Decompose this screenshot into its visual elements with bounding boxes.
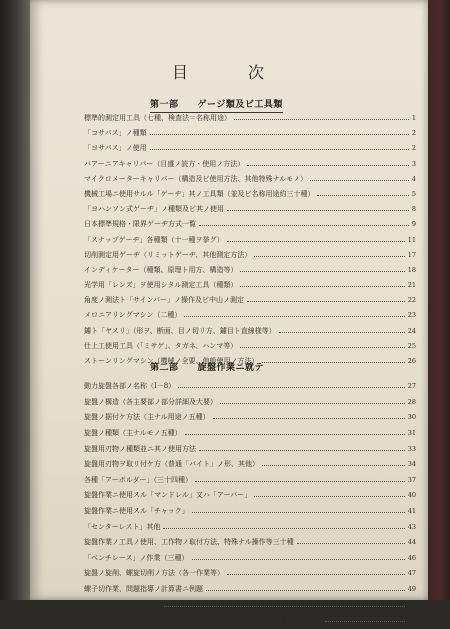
toc-entry: 旋盤作業ニ使用スル「チャック」 41 xyxy=(84,504,416,520)
toc-entry: 「ベンチレース」ノ作業（三種） 46 xyxy=(84,551,416,567)
toc-entry: 「ヨサパス」ノ使用 2 xyxy=(84,141,416,156)
toc-entry: 鑢ト「ヤスリ」（形ヲ、断面、目ノ切リ方、鑢目ト直線様等） 24 xyxy=(84,324,416,339)
toc-entry: ストーンリングマシン（機械ノ全要、他般使用ノ方法） 26 xyxy=(84,354,416,369)
toc-entry: マイクロメーターキャリパー（構造及ビ使用方法、其他特殊ナルモノ） 4 xyxy=(84,172,416,187)
part1-heading-text: 第一部 ゲージ類及ビ工具類 xyxy=(150,100,283,110)
toc-entry: 日本標準規格・限界ゲーヂ方式一覧 9 xyxy=(84,217,416,232)
toc-entry: 「ヨハンソン式ゲーヂ」ノ種類及ビ其ノ使用 8 xyxy=(84,202,416,217)
toc-entry: 機械工場ニ使用サルル「ゲーヂ」其ノ工具類（並及ビ名称用途約三十種） 5 xyxy=(84,187,416,202)
toc-entry: バアーニアキャリパー（目盛ノ読方・使用ノ方法） 3 xyxy=(84,157,416,172)
toc-entry: 各種「アーボルダー」（三十四種） 37 xyxy=(84,473,416,489)
part1-entry-list xyxy=(84,111,416,369)
toc-entry: 光学用「レンズ」ヲ使用シタル測定工具（種類） 21 xyxy=(84,278,416,293)
toc-entry: 「コサパス」ノ種類 2 xyxy=(84,126,416,141)
part2-heading-text: 第二部 旋盤作業ニ就テ xyxy=(150,363,265,373)
part2-entry-list xyxy=(84,348,416,629)
toc-entry: 旋盤作業ニ使用スル「マンドレル」又ハ「アーバー」 40 xyxy=(84,488,416,504)
toc-entry: 旋盤用刃物ノ種類並ニ其ノ使用方法 33 xyxy=(84,442,416,458)
toc-entry: 動力旋盤各部ノ名称（I－8） 27 xyxy=(84,379,416,395)
toc-entry: インディケーター（種類、原理ト用方、構造等） 18 xyxy=(84,263,416,278)
toc-entry: 旋盤用刃物ヲ取リ付ケ方（普通「バイト」ノ形、其他） 34 xyxy=(84,457,416,473)
book-spine-shadow xyxy=(0,0,32,600)
toc-entry: 旋盤ノ据付ケ方法（主ナル用途ノ五種） 30 xyxy=(84,410,416,426)
toc-entry: 仕上工使用工具（「ミサゲ」、タガネ、ハンマ等） 25 xyxy=(84,339,416,354)
toc-entry: 旋盤ノ旋削、螺旋切削ノ方法（各一作業等） 47 xyxy=(84,566,416,582)
toc-entry: 螺子切作業指導教書書式 49 xyxy=(84,598,416,614)
toc-entry: 旋盤ノ構造（各主要部ノ部分詳細及大要） 28 xyxy=(84,395,416,411)
toc-entry: 旋盤ノ種類（主ナルモノ五種） 31 xyxy=(84,426,416,442)
toc-entry: 螺子切作業、問題指導ノ計算書ニ例題 49 xyxy=(84,582,416,598)
toc-entry: 旋盤ニ於テル螺子切作業指導書中ノ形状、其他ニゲーヂ多重山螺子ノ切削等 49 xyxy=(84,613,416,629)
toc-entry: 切削測定用ゲーヂ（リミットゲーヂ、其他測定方法） 17 xyxy=(84,248,416,263)
page-title: 目 次 xyxy=(171,63,286,82)
toc-entry: メロニアリングマシン（二種） 23 xyxy=(84,308,416,323)
toc-entry: 角度ノ測法ト「サインバー」ノ操作及ビ中山ノ測定 22 xyxy=(84,293,416,308)
toc-entry: 旋盤作業ノ工具ノ使用、工作物ノ取付方法、特殊ナル操作等三十種 44 xyxy=(84,535,416,551)
toc-entry: 「センターレスト」其他 43 xyxy=(84,520,416,536)
toc-entry: 標準的測定用工具（七種、検査法＝名称用途） 1 xyxy=(84,111,416,126)
part1-heading xyxy=(150,97,283,110)
table-of-contents-page xyxy=(30,0,428,625)
toc-entry: 「スナップゲーヂ」各種類（十一種ヲ挙グ） 11 xyxy=(84,233,416,248)
